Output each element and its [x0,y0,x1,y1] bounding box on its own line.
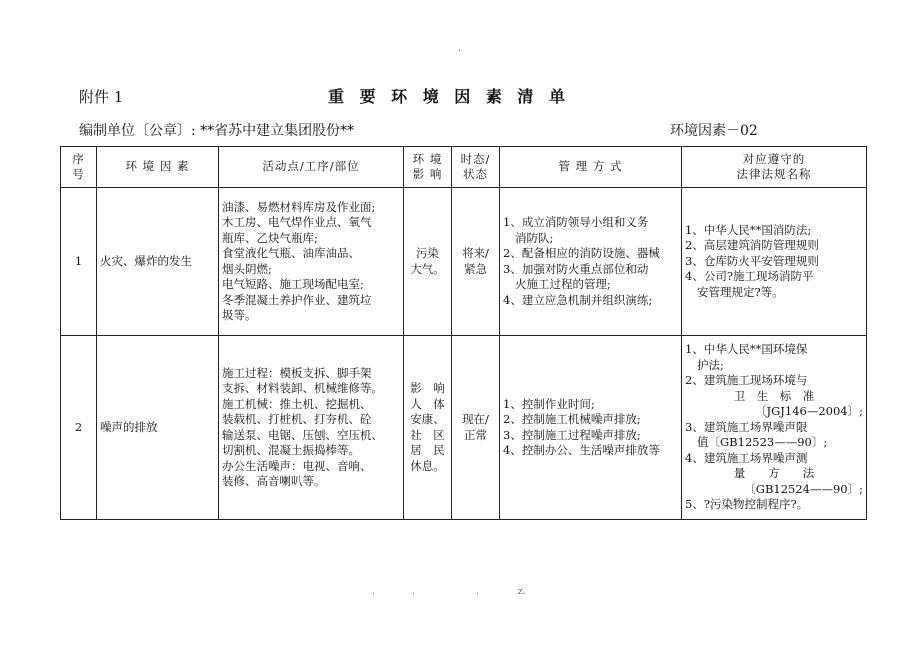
attachment-label: 附件 1 [79,88,124,106]
table-row [61,188,867,336]
cell-activity: 施工过程：模板支拆、脚手架 支拆、材料装卸、机械维修等。 施工机械：推土机、挖掘机、 装载机、打桩机、打夯机、砼 输送泵、电锯、压刨、空压机、 切割机、混凝土振捣棒等。 办公生活噪声：电视、音响、 装修、高音喇叭等。 [219,336,404,520]
page-title: 重 要 环 境 因 素 清 单 [328,87,570,106]
table-header-row [61,147,867,188]
col-header-management: 管 理 方 式 [500,147,682,188]
top-dot: . [458,44,461,54]
table-row [61,336,867,520]
cell-management: 1、成立消防领导小组和义务 消防队; 2、配备相应的消防设施、器械 3、加强对防火重点部位和动 火施工过程的管理; 4、建立应急机制并组织演练; [500,188,682,336]
col-header-seq: 序 号 [61,147,97,188]
col-header-factor: 环 境 因 素 [97,147,219,188]
footer-dot-1: . [372,587,375,597]
cell-state: 现在/ 正常 [452,336,500,520]
cell-activity: 油漆、易燃材料库房及作业面; 木工房、电气焊作业点、氧气 瓶库、乙炔气瓶库; 食堂液化气瓶、油库油品、 烟头阴燃; 电气短路、施工现场配电室; 冬季混凝土养护作业、建筑垃 圾等。 [219,188,404,336]
cell-state: 将来/ 紧急 [452,188,500,336]
col-header-laws: 对应遵守的 法律法规名称 [682,147,867,188]
compiler-unit: 编制单位〔公章〕: **省苏中建立集团股份** [79,123,355,139]
cell-seq: 1 [61,188,97,336]
footer-dot-3: . [476,587,479,597]
cell-laws: 1、中华人民**国消防法; 2、高层建筑消防管理规则 3、仓库防火平安管理规则 4、公司?施工现场消防平 安管理规定?等。 [682,188,867,336]
cell-factor: 噪声的排放 [97,336,219,520]
col-header-impact: 环 境 影 响 [404,147,452,188]
col-header-activity: 活动点/工序/部位 [219,147,404,188]
col-header-state: 时态/ 状态 [452,147,500,188]
cell-impact: 污染 大气。 [404,188,452,336]
cell-factor: 火灾、爆炸的发生 [97,188,219,336]
cell-management: 1、控制作业时间; 2、控制施工机械噪声排放; 3、控制施工过程噪声排放; 4、控制办公、生活噪声排放等 [500,336,682,520]
footer-dot-2: . [412,587,415,597]
cell-seq: 2 [61,336,97,520]
cell-laws: 1、中华人民**国环境保 护法; 2、建筑施工现场环境与 卫 生 标 准 〔JGJ146—2004〕; 3、建筑施工场界噪声限 值〔GB12523——90〕; 4、建筑施工场界噪声测 量 方 法 〔GB12524——90〕; 5、?污染物控制程序?。 [682,336,867,520]
footer-page-mark: z. [518,587,526,597]
cell-impact: 影 响 人 体 安康、 社 区 居 民 休息。 [404,336,452,520]
environment-factor-table [60,146,867,520]
document-code: 环境因素－02 [670,123,758,139]
